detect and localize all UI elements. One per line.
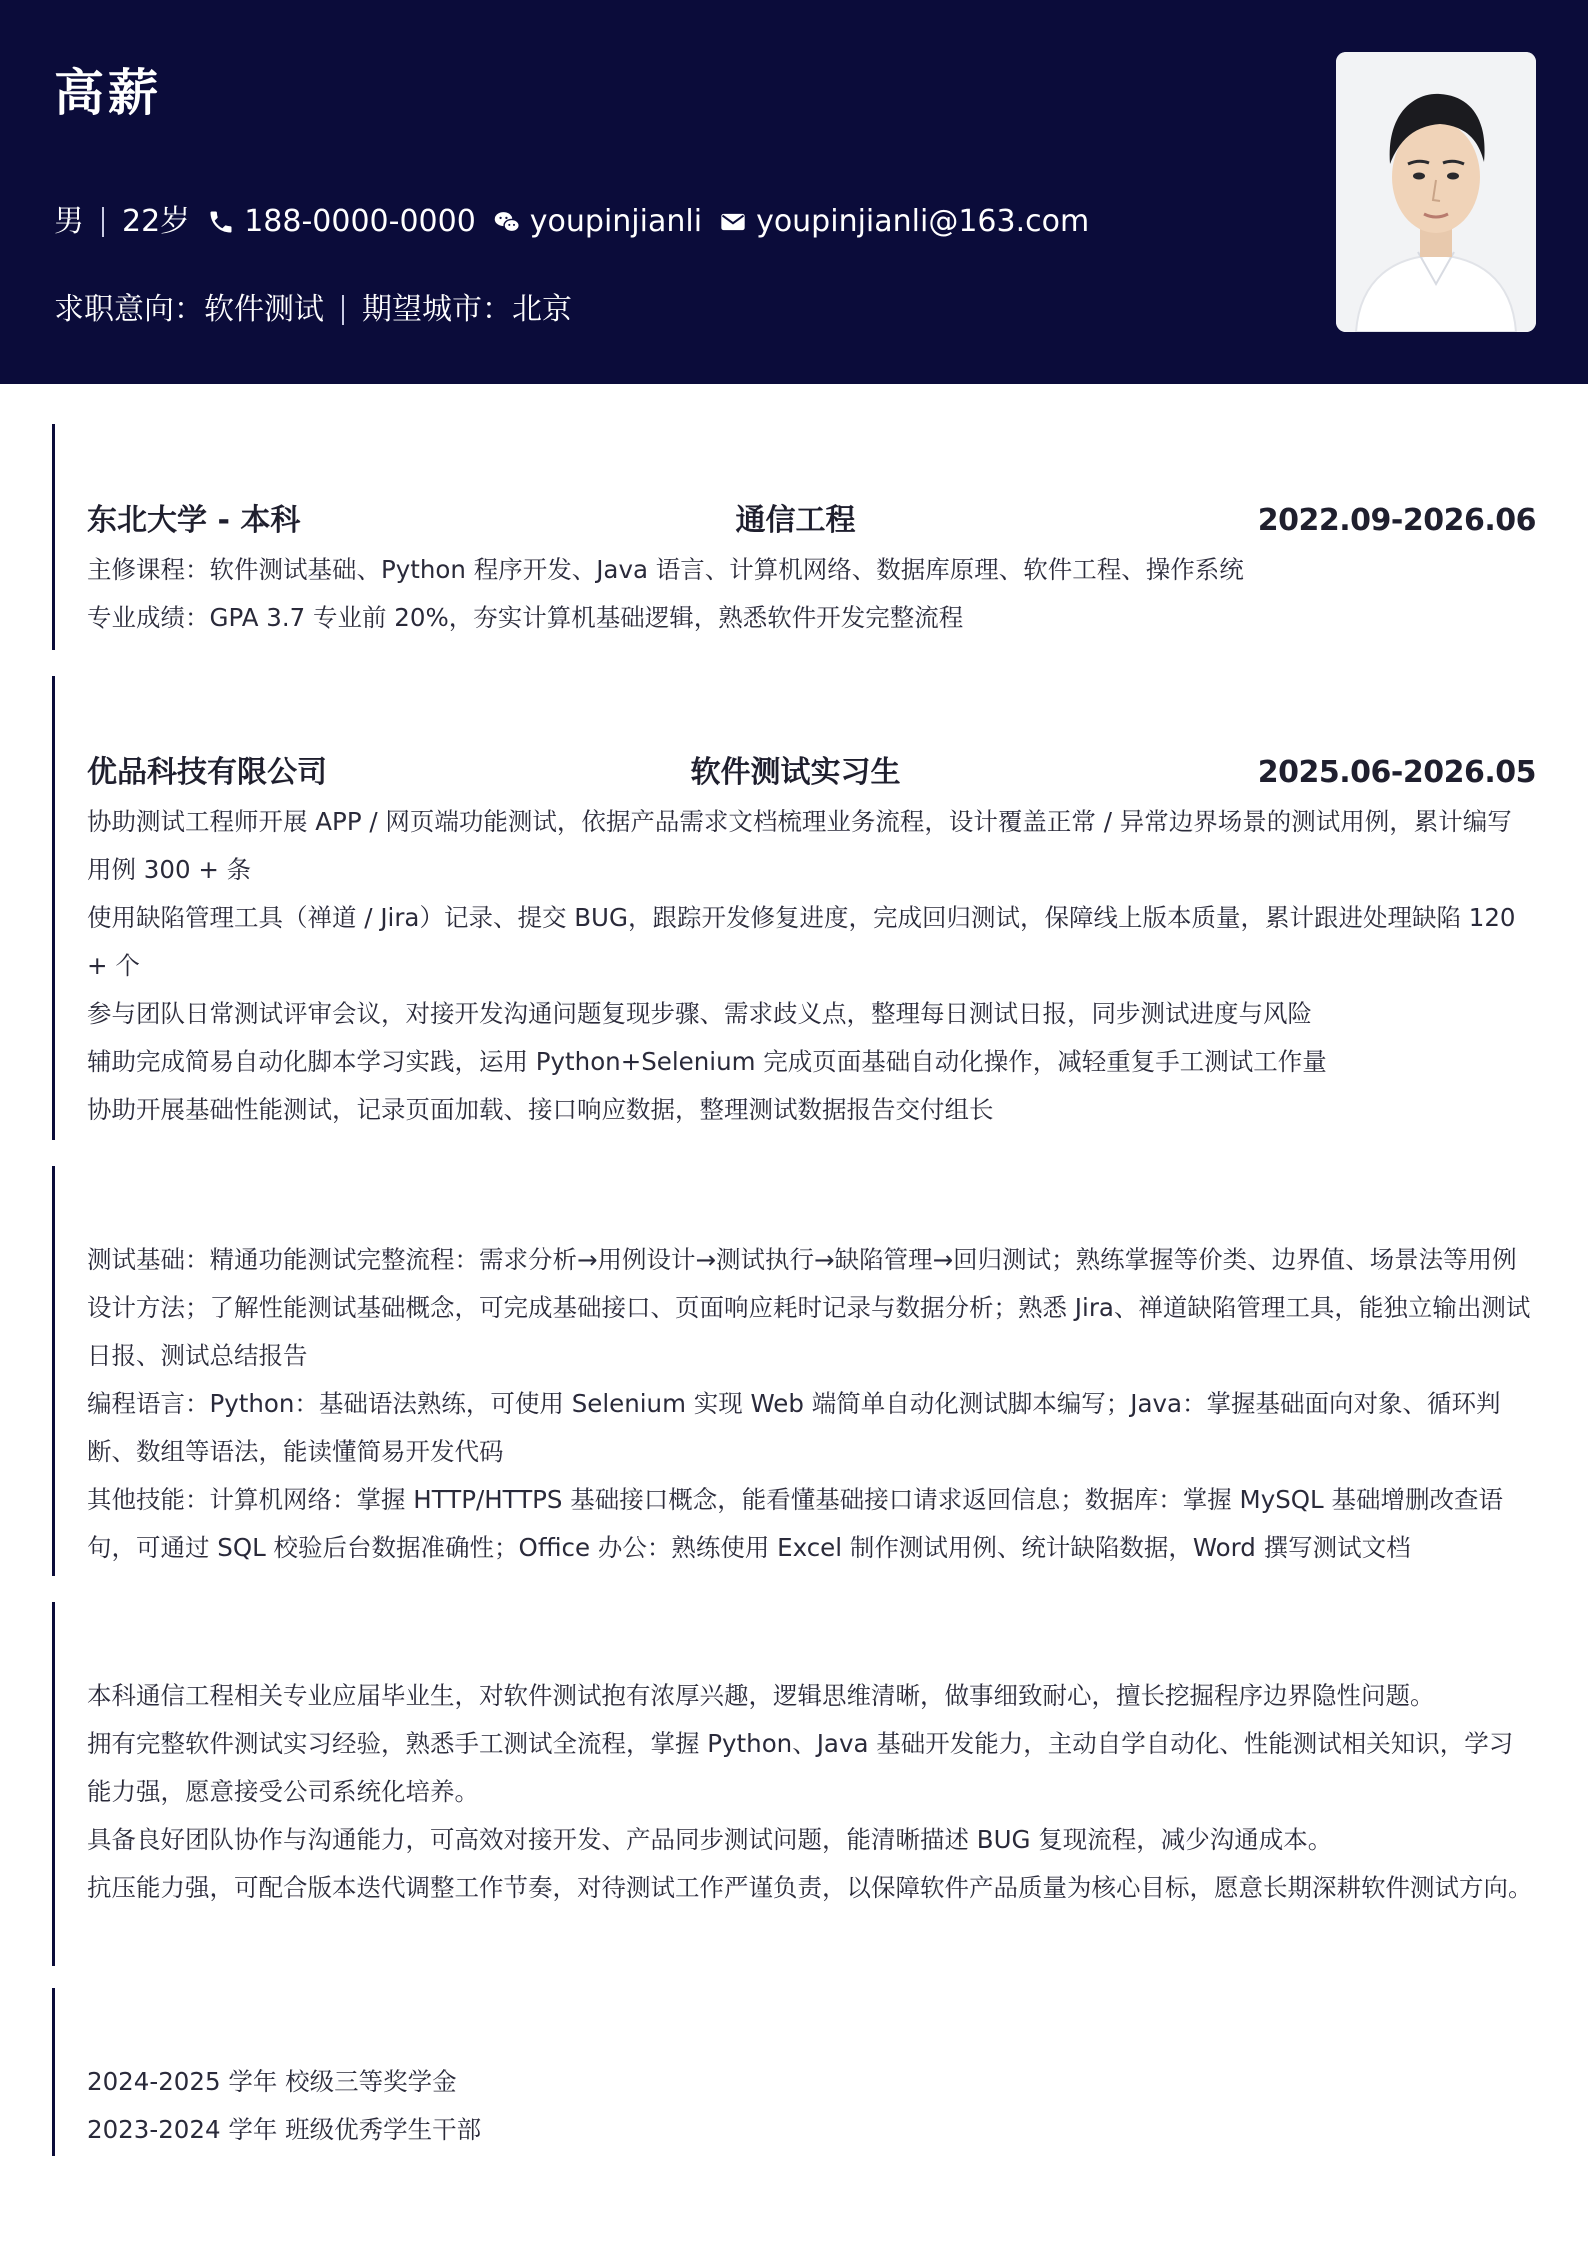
job-role: 软件测试实习生: [690, 755, 901, 790]
education-details: [55, 546, 1536, 642]
phone-number: 188-0000-0000: [244, 204, 476, 239]
honors-section: [52, 1988, 1536, 2156]
resume-header: [0, 0, 1588, 384]
education-section: [52, 424, 1536, 650]
list-item: 测试基础：精通功能测试完整流程：需求分析→用例设计→测试执行→缺陷管理→回归测试；熟练掌握等价类、边界值、场景法等用例设计方法；了解性能测试基础概念，可完成基础接口、页面响应耗时记录与数据分析；熟悉 Jira、禅道缺陷管理工具，能独立输出测试日报、测试总结报告: [87, 1245, 1531, 1370]
wechat-id: youpinjianli: [529, 204, 703, 239]
email-address: youpinjianli@163.com: [756, 204, 1090, 239]
divider: [102, 207, 104, 237]
major: 通信工程: [735, 503, 856, 538]
list-item: 其他技能：计算机网络：掌握 HTTP/HTTPS 基础接口概念，能看懂基础接口请求返回信息；数据库：掌握 MySQL 基础增删改查语句，可通过 SQL 校验后台数据准确性；Office 办公：熟练使用 Excel 制作测试用例、统计缺陷数据，Word 撰写测试文档: [87, 1485, 1503, 1562]
self-evaluation-details: [55, 1672, 1536, 1912]
profile-photo: [1336, 52, 1536, 332]
candidate-name: 高薪: [54, 64, 162, 122]
internship-period: 2025.06-2026.05: [1257, 755, 1536, 790]
list-item: 2024-2025 学年 校级三等奖学金: [87, 2067, 457, 2096]
mail-icon: [718, 207, 748, 237]
list-item: 本科通信工程相关专业应届毕业生，对软件测试抱有浓厚兴趣，逻辑思维清晰，做事细致耐心，擅长挖掘程序边界隐性问题。: [87, 1681, 1435, 1710]
internship-details: [55, 798, 1536, 1134]
list-item: 协助开展基础性能测试，记录页面加载、接口响应数据，整理测试数据报告交付组长: [87, 1095, 994, 1124]
job-intent: [54, 288, 572, 332]
list-item: 2023-2024 学年 班级优秀学生干部: [87, 2115, 482, 2144]
contact-info: [54, 200, 1089, 244]
city-text: 期望城市：北京: [362, 292, 572, 327]
self-evaluation-section: [52, 1602, 1536, 1966]
list-item: 编程语言：Python：基础语法熟练，可使用 Selenium 实现 Web 端简单自动化测试脚本编写；Java：掌握基础面向对象、循环判断、数组等语法，能读懂简易开发代码: [87, 1389, 1501, 1466]
list-item: 协助测试工程师开展 APP / 网页端功能测试，依据产品需求文档梳理业务流程，设计覆盖正常 / 异常边界场景的测试用例，累计编写用例 300 + 条: [87, 807, 1512, 884]
section-title-education: 教育背景: [55, 424, 293, 484]
honors-details: [55, 2058, 1536, 2154]
divider: [342, 295, 344, 325]
age: 22岁: [122, 204, 191, 239]
gender: 男: [54, 204, 84, 239]
skills-section: [52, 1166, 1536, 1576]
list-item: 具备良好团队协作与沟通能力，可高效对接开发、产品同步测试问题，能清晰描述 BUG 复现流程，减少沟通成本。: [87, 1825, 1333, 1854]
education-header: [55, 496, 1536, 546]
phone-icon: [206, 207, 236, 237]
education-period: 2022.09-2026.06: [1257, 503, 1536, 538]
school-name: 东北大学 - 本科: [87, 503, 301, 538]
list-item: 专业成绩：GPA 3.7 专业前 20%，夯实计算机基础逻辑，熟悉软件开发完整流程: [87, 603, 964, 632]
section-title-self-evaluation: 自我评价: [55, 1602, 293, 1662]
list-item: 辅助完成简易自动化脚本学习实践，运用 Python+Selenium 完成页面基础自动化操作，减轻重复手工测试工作量: [87, 1047, 1327, 1076]
list-item: 拥有完整软件测试实习经验，熟悉手工测试全流程，掌握 Python、Java 基础开发能力，主动自学自动化、性能测试相关知识，学习能力强，愿意接受公司系统化培养。: [87, 1729, 1514, 1806]
internship-section: [52, 676, 1536, 1140]
job-intent-text: 求职意向：软件测试: [54, 292, 324, 327]
section-title-honors: 获得荣誉: [55, 1988, 293, 2048]
section-title-skills: 专业技能: [55, 1166, 293, 1226]
list-item: 使用缺陷管理工具（禅道 / Jira）记录、提交 BUG，跟踪开发修复进度，完成回归测试，保障线上版本质量，累计跟进处理缺陷 120 + 个: [87, 903, 1516, 980]
internship-header: [55, 748, 1536, 798]
list-item: 参与团队日常测试评审会议，对接开发沟通问题复现步骤、需求歧义点，整理每日测试日报，同步测试进度与风险: [87, 999, 1312, 1028]
list-item: 主修课程：软件测试基础、Python 程序开发、Java 语言、计算机网络、数据库原理、软件工程、操作系统: [87, 555, 1244, 584]
section-title-internship: 实习经历: [55, 676, 293, 736]
list-item: 抗压能力强，可配合版本迭代调整工作节奏，对待测试工作严谨负责，以保障软件产品质量为核心目标，愿意长期深耕软件测试方向。: [87, 1873, 1533, 1902]
wechat-icon: [492, 207, 522, 237]
company-name: 优品科技有限公司: [87, 755, 327, 790]
skills-details: [55, 1236, 1536, 1572]
